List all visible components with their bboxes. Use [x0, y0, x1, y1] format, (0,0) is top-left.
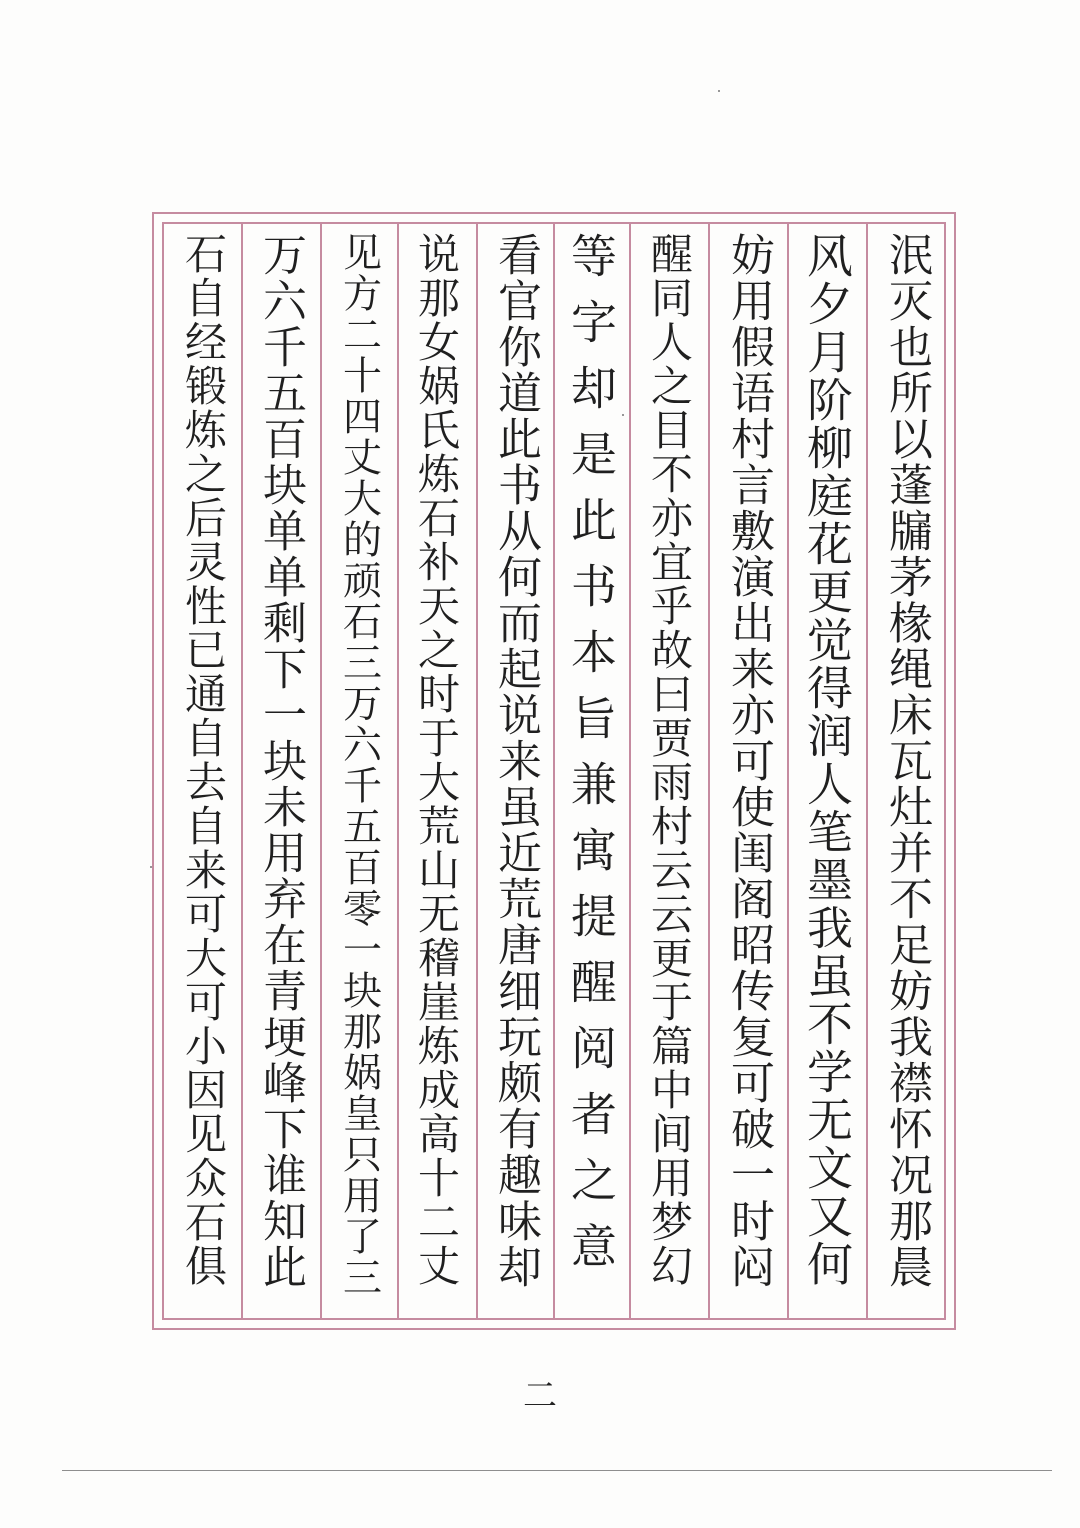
- column-text: 等字却是此书本旨兼寓提醒阅者之意: [564, 232, 618, 1288]
- column-text: 见方二十四丈大的顽石三万六千五百零一块那娲皇只用了三: [336, 232, 382, 1298]
- text-column-3: [710, 232, 786, 1312]
- column-text: 石自经锻炼之后灵性已通自去自来可大可小因见众石俱: [179, 232, 228, 1288]
- text-column-1: [868, 232, 944, 1312]
- column-text: 妨用假语村言敷演出来亦可使闺阁昭传复可破一时闷: [723, 232, 774, 1290]
- scan-speck: [150, 866, 152, 868]
- column-text: 醒同人之目不亦宜乎故曰贾雨村云云更于篇中间用梦幻: [645, 232, 694, 1288]
- column-text: 说那女娲氏炼石补天之时于大荒山无稽崖炼成高十二丈: [412, 232, 461, 1288]
- column-text: 泯灭也所以蓬牖茅椽绳床瓦灶并不足妨我襟怀况那晨: [881, 232, 932, 1290]
- text-column-9: [242, 232, 318, 1312]
- text-column-7: [398, 232, 474, 1312]
- text-column-8: [321, 232, 397, 1312]
- text-column-4: [631, 232, 707, 1312]
- column-text: 万六千五百块单单剩下一块未用弃在青埂峰下谁知此: [255, 232, 306, 1290]
- scan-speck: [622, 414, 624, 416]
- text-column-10: [165, 232, 241, 1312]
- column-text: 风夕月阶柳庭花更觉得润人笔墨我虽不学无文又何: [800, 232, 854, 1288]
- page-number: 二: [523, 1376, 557, 1416]
- scan-speck: [718, 90, 720, 92]
- column-text: 看官你道此书从何而起说来虽近荒唐细玩颇有趣味却: [490, 232, 541, 1290]
- bottom-scan-line: [62, 1470, 1052, 1471]
- text-column-2: [789, 232, 865, 1312]
- text-column-5: [553, 232, 629, 1312]
- text-column-6: [477, 232, 553, 1312]
